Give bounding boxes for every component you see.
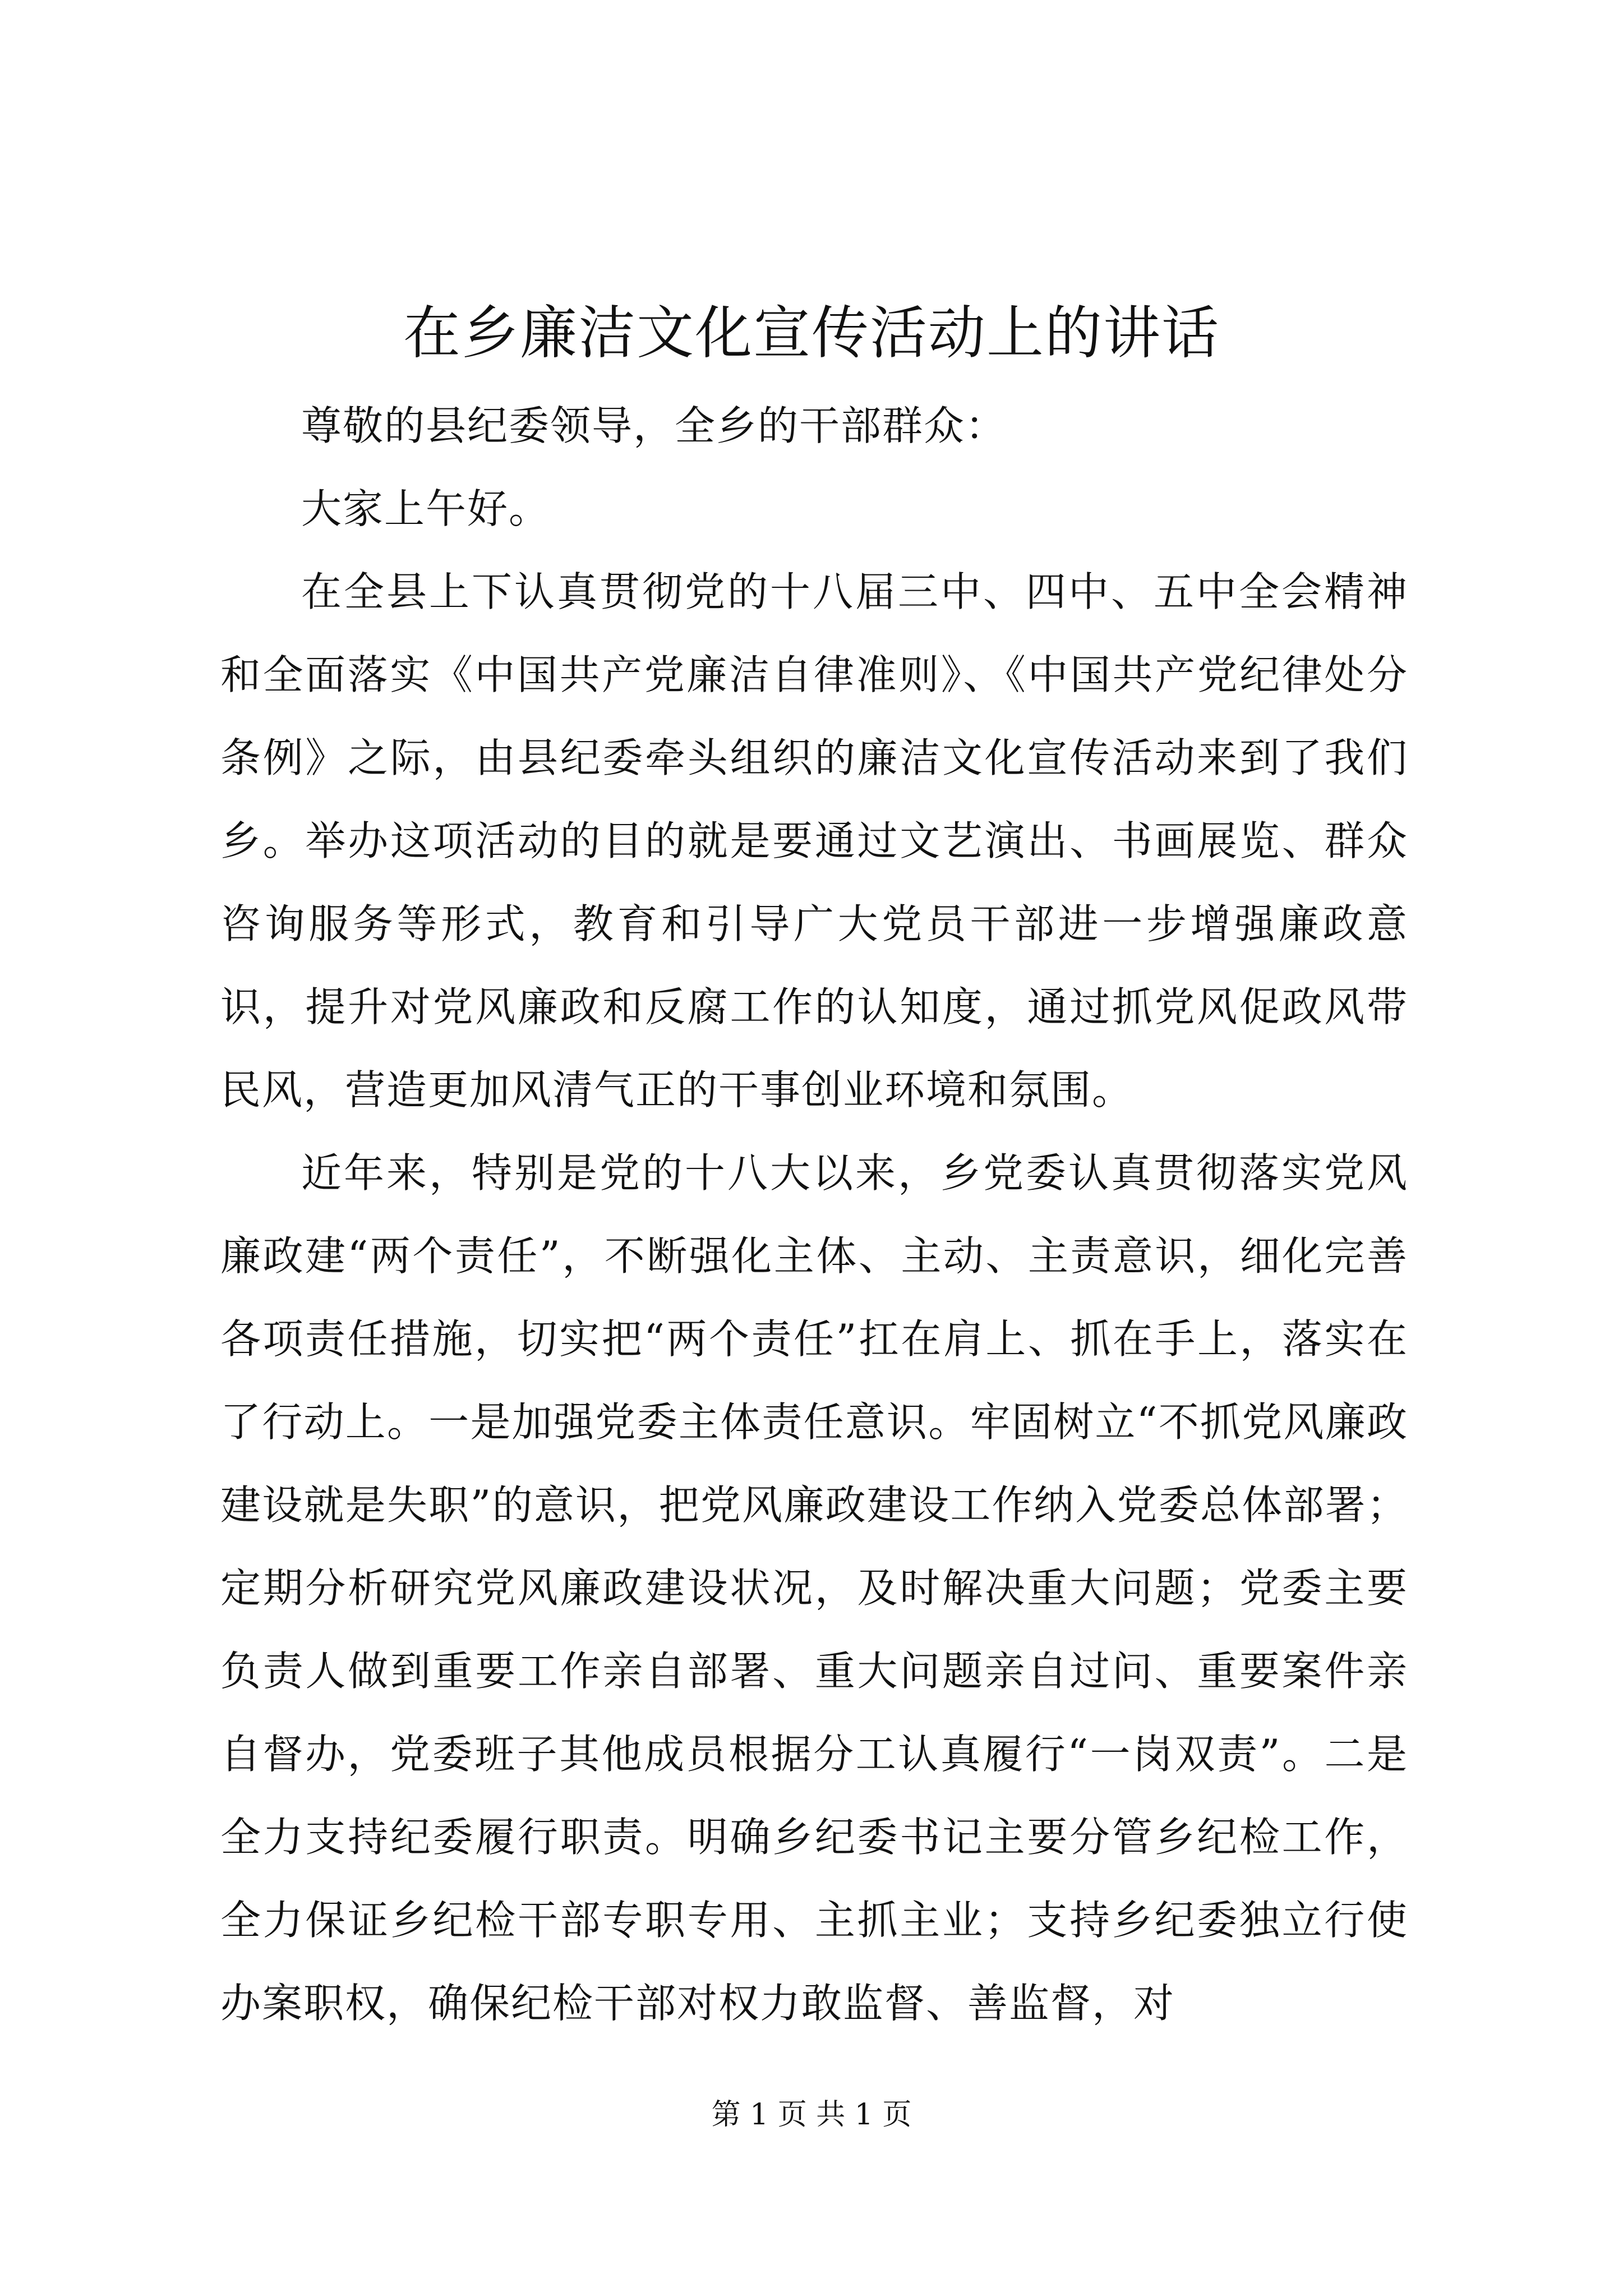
document-body [220, 384, 1408, 2045]
document-title: 在乡廉洁文化宣传活动上的讲话 [403, 300, 1220, 367]
page-footer: 第 1 页 共 1 页 [711, 2098, 912, 2132]
greeting-paragraph: 大家上午好。 [301, 485, 551, 532]
salutation-paragraph: 尊敬的县纪委领导，全乡的干部群众： [301, 402, 1007, 449]
body-paragraph: 近年来，特别是党的十八大以来，乡党委认真贯彻落实党风廉政建“两个责任”，不断强化主体、主动、主责意识，细化完善各项责任措施，切实把“两个责任”扛在肩上、抓在手上，落实在了行动上。一是加强党委主体责任意识。牢固树立“不抓党风廉政建设就是失职”的意识，把党风廉政建设工作纳入党委总体部署；定期分析研究党风廉政建设状况，及时解决重大问题；党委主要负责人做到重要工作亲自部署、重大问题亲自过问、重要案件亲自督办，党委班子其他成员根据分工认真履行“一岗双责”。二是全力支持纪委履行职责。明确乡纪委书记主要分管乡纪检工作，全力保证乡纪检干部专职专用、主抓主业；支持乡纪委独立行使办案职权，确保纪检干部对权力敢监督、善监督，对 [220, 1149, 1408, 2027]
body-paragraph: 在全县上下认真贯彻党的十八届三中、四中、五中全会精神和全面落实《中国共产党廉洁自律准则》、《中国共产党纪律处分条例》之际，由县纪委牵头组织的廉洁文化宣传活动来到了我们乡。举办这项活动的目的就是要通过文艺演出、书画展览、群众咨询服务等形式，教育和引导广大党员干部进一步增强廉政意识，提升对党风廉政和反腐工作的认知度，通过抓党风促政风带民风，营造更加风清气正的干事创业环境和氛围。 [220, 568, 1408, 1114]
